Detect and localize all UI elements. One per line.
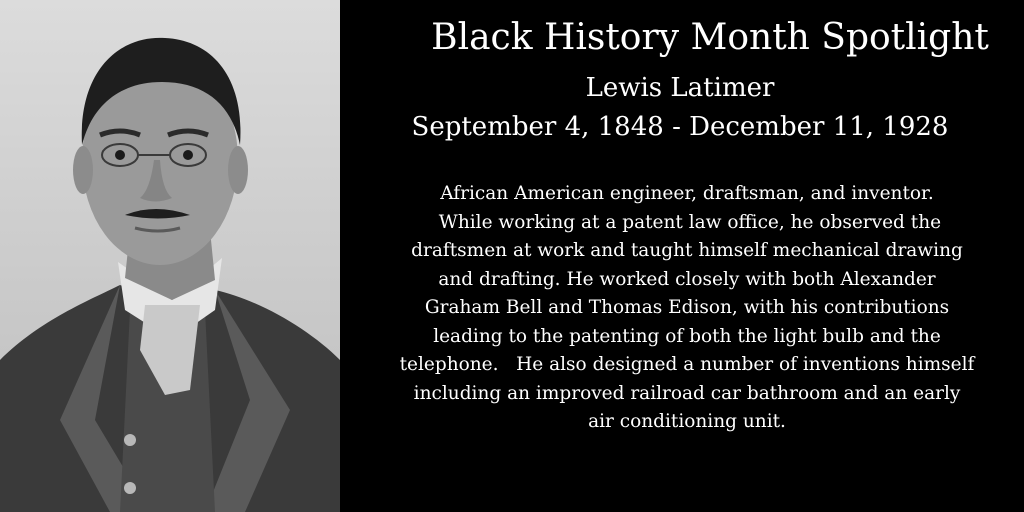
- person-name: Lewis Latimer: [585, 73, 775, 103]
- bio-line: Graham Bell and Thomas Edison, with his contributions: [424, 297, 950, 318]
- bio-line: leading to the patenting of both the light bulb and the: [433, 325, 941, 347]
- bio-line: African American engineer, draftsman, and inventor.: [440, 183, 934, 204]
- portrait-photo: [0, 0, 340, 512]
- bio-line: draftsmen at work and taught himself mechanical drawing: [411, 240, 963, 261]
- bio-line: While working at a patent law office, he observed the: [432, 211, 942, 233]
- bio-line: including an improved railroad car bathroom and an early: [413, 382, 961, 404]
- bio-line: telephone. He also designed a number of inventions himself: [399, 354, 975, 375]
- spotlight-title: Black History Month Spotlight: [431, 17, 989, 58]
- life-dates: September 4, 1848 - December 11, 1928: [411, 112, 949, 142]
- portrait-illustration: [0, 0, 340, 512]
- bio-line: and drafting. He worked closely with both Alexander: [438, 268, 936, 290]
- biography-paragraph: [350, 180, 1024, 437]
- bio-line: air conditioning unit.: [588, 411, 786, 432]
- spotlight-text-panel: [350, 0, 1024, 512]
